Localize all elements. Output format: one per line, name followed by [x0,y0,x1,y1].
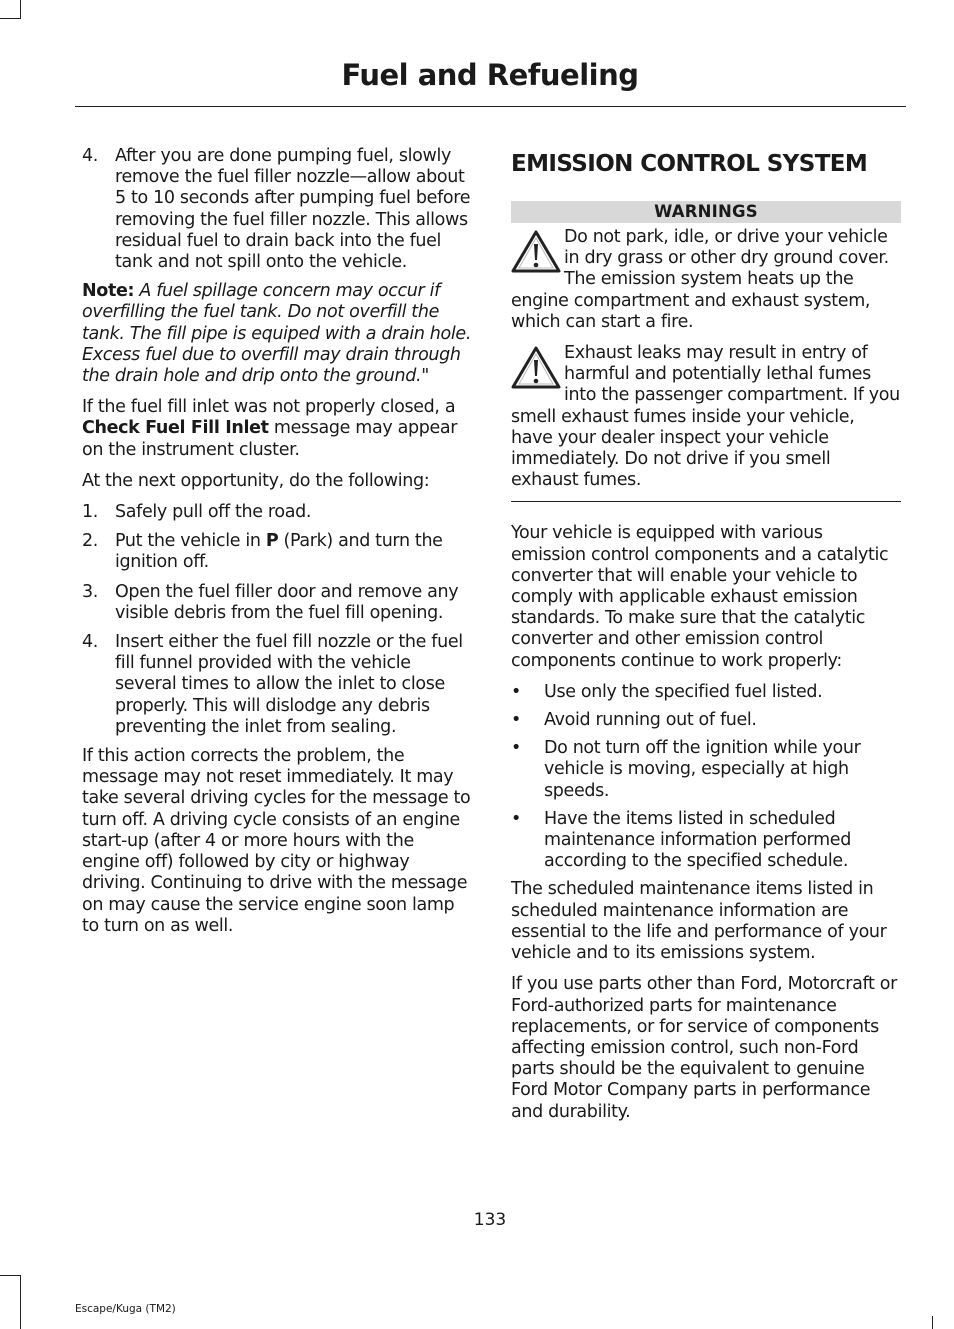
footer-model: Escape/Kuga (TM2) [75,1303,176,1315]
warning-triangle-icon [511,345,561,389]
list-item-number: 4. [82,146,98,166]
list-item-text: Open the fuel filler door and remove any visible debris from the fuel fill opening. [115,581,459,623]
list-item-text-after: (Park) and turn the ignition off. [115,531,443,573]
bullet-marker: • [511,710,521,731]
warning-text: Exhaust leaks may result in entry of harmful and potentially lethal fumes into the passenger compartment. If you smell exhaust fumes inside your vehicle, have your dealer inspect your vehicle immediately. Do not drive if you smell exhaust fumes. [511,343,900,491]
inlet-text-before: If the fuel fill inlet was not properly closed, a [82,397,456,418]
crop-mark [932,1316,933,1329]
bullet-text: Use only the specified fuel listed. [544,681,823,702]
section-heading: EMISSION CONTROL SYSTEM [511,151,868,177]
crop-mark [20,1275,21,1329]
bullet-item [511,738,901,802]
left-column [82,146,472,947]
warnings-bar: WARNINGS [511,201,901,223]
bullet-text: Have the items listed in scheduled maintenance information performed according to the specified schedule. [544,808,851,872]
list-item-number: 4. [82,632,98,653]
maintenance-paragraph: The scheduled maintenance items listed in scheduled maintenance information are essential to the life and performance of your vehicle and to its emissions system. [511,879,887,964]
warning-block [511,343,901,491]
list-item [82,582,472,624]
list-item-text-before: Put the vehicle in [115,531,266,552]
list-item-number: 1. [82,502,98,523]
note-paragraph [82,281,472,387]
warning-block [511,227,901,333]
inlet-message-name: Check Fuel Fill Inlet [82,418,269,439]
page-title: Fuel and Refueling [341,58,639,92]
title-rule [75,106,906,107]
list-item-text: Insert either the fuel fill nozzle or the fuel fill funnel provided with the vehicle several times to allow the inlet to close properly. This will dislodge any debris preventing the inlet from sealing. [115,632,463,737]
bullet-item [511,682,901,703]
bullet-text: Do not turn off the ignition while your vehicle is moving, especially at high speeds. [544,738,861,801]
parts-paragraph: If you use parts other than Ford, Motorcraft or Ford-authorized parts for maintenance replacements, or for service of components affecting emission control, such non-Ford parts should be the equivalent to genuine Ford Motor Company parts in performance and durability. [511,974,897,1122]
warning-text: Do not park, idle, or drive your vehicle in dry grass or other dry ground cover. The emission system heats up the engine compartment and exhaust system, which can start a fire. [511,227,889,332]
bullet-marker: • [511,681,521,702]
list-item-number: 2. [82,531,98,552]
inlet-paragraph [82,397,472,461]
list-item-number: 3. [82,581,98,602]
bullet-item [511,710,901,731]
list-item [82,502,472,523]
bullet-text: Avoid running out of fuel. [544,710,757,731]
warning-triangle-icon [511,229,561,273]
note-label: Note: [82,281,135,302]
note-text: A fuel spillage concern may occur if overfilling the fuel tank. Do not overfill the tank. The fill pipe is equiped with a drain hole. Excess fuel due to overfill may drain through the drain hole and drip onto the ground." [82,281,472,387]
bullet-marker: • [511,738,521,759]
next-paragraph: At the next opportunity, do the following: [82,470,430,491]
list-item [82,146,472,273]
list-item [82,531,472,573]
list-item [82,632,472,738]
bullet-item [511,809,901,873]
list-item-gear: P [265,531,279,552]
warnings-end-rule [511,501,901,502]
crop-mark [0,18,20,19]
closing-paragraph: If this action corrects the problem, the message may not reset immediately. It may take several driving cycles for the message to turn off. A driving cycle consists of an engine start-up (after 4 or more hours with the engine off) followed by city or highway driving. Continuing to drive with the message on may cause the service engine soon lamp to turn on as well. [82,746,471,936]
crop-mark [20,0,21,19]
bullet-marker: • [511,808,521,829]
right-column [511,146,901,1133]
page-number: 133 [473,1210,507,1230]
crop-mark [0,1275,20,1276]
list-item-text: Safely pull off the road. [115,502,312,523]
list-item-text: After you are done pumping fuel, slowly remove the fuel filler nozzle—allow about 5 to 10 seconds after pumping fuel before removing the fuel filler nozzle. This allows residual fuel to drain back into the fuel tank and not spill onto the vehicle. [115,146,471,273]
intro-paragraph: Your vehicle is equipped with various emission control components and a catalytic converter that will enable your vehicle to comply with applicable exhaust emission standards. To make sure that the catalytic converter and other emission control components continue to work properly: [511,523,889,671]
inlet-text-after: message may appear on the instrument cluster. [82,418,458,460]
